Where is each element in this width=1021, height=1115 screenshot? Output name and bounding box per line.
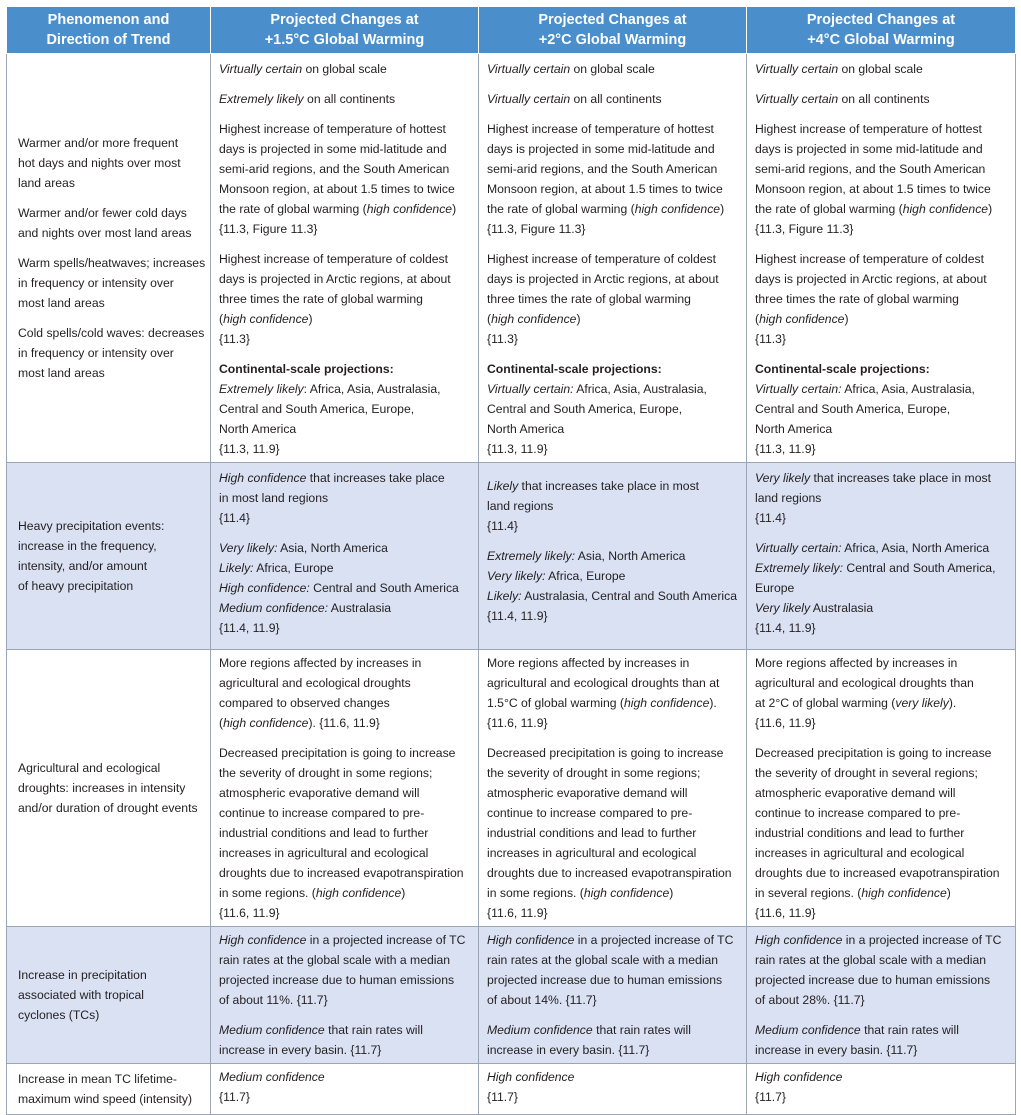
projection-cell-4c: High confidence {11.7} <box>747 1064 1016 1115</box>
projection-cell-2c: More regions affected by increases in agricultural and ecological droughts than at 1.5°C of global warming (high confidence). {11.6, 11.9} Decreased precipitation is going to increase the severity of drought in some regions; atmospheric evaporative demand will continue to increase compared to pre- industrial conditions and lead to further increases in agricultural and ecological droughts due to increased evapotranspiration in some regions. (high confidence) {11.6, 11.9} <box>479 650 747 927</box>
projection-cell-4c: Very likely that increases take place in most land regions {11.4} Virtually certain: Africa, Asia, North America Extremely likely: Central and South America, Europe Very likely Australasia {11.4, 11.9} <box>747 463 1016 650</box>
table-row <box>7 54 1016 463</box>
phenomenon-cell: Heavy precipitation events: increase in the frequency, intensity, and/or amount of heavy precipitation <box>7 463 211 650</box>
phenomenon-cell: Increase in precipitation associated with tropical cyclones (TCs) <box>7 927 211 1064</box>
projection-cell-2c: Virtually certain on global scale Virtually certain on all continents Highest increase of temperature of hottest days is projected in some mid-latitude and semi-arid regions, and the South American Monsoon region, at about 1.5 times to twice the rate of global warming (high confidence) {11.3, Figure 11.3} Highest increase of temperature of coldest days is projected in Arctic regions, at about three times the rate of global warming (high confidence) {11.3} Continental-scale projections: Virtually certain: Africa, Asia, Australasia, Central and South America, Europe, North America {11.3, 11.9} <box>479 54 747 463</box>
projection-cell-4c: High confidence in a projected increase of TC rain rates at the global scale with a median projected increase due to human emissions of about 28%. {11.7} Medium confidence that rain rates will increase in every basin. {11.7} <box>747 927 1016 1064</box>
projection-cell-2c: High confidence {11.7} <box>479 1064 747 1115</box>
header-1-5c: Projected Changes at +1.5°C Global Warming <box>211 7 479 54</box>
projection-cell-1-5c: Medium confidence {11.7} <box>211 1064 479 1115</box>
table-row <box>7 463 1016 650</box>
phenomenon-cell: Warmer and/or more frequent hot days and nights over most land areas Warmer and/or fewer cold days and nights over most land areas Warm spells/heatwaves; increases in frequency or intensity over most land areas Cold spells/cold waves: decreases in frequency or intensity over most land areas <box>7 54 211 463</box>
header-row <box>7 7 1016 54</box>
table-row <box>7 927 1016 1064</box>
header-phenomenon: Phenomenon and Direction of Trend <box>7 7 211 54</box>
projection-cell-4c: More regions affected by increases in agricultural and ecological droughts than at 2°C of global warming (very likely). {11.6, 11.9} Decreased precipitation is going to increase the severity of drought in several regions; atmospheric evaporative demand will continue to increase compared to pre- industrial conditions and lead to further increases in agricultural and ecological droughts due to increased evapotranspiration in several regions. (high confidence) {11.6, 11.9} <box>747 650 1016 927</box>
projection-cell-2c: Likely that increases take place in most land regions {11.4} Extremely likely: Asia, North America Very likely: Africa, Europe Likely: Australasia, Central and South America {11.4, 11.9} <box>479 463 747 650</box>
header-2c: Projected Changes at +2°C Global Warming <box>479 7 747 54</box>
projection-cell-4c: Virtually certain on global scale Virtually certain on all continents Highest increase of temperature of hottest days is projected in some mid-latitude and semi-arid regions, and the South American Monsoon region, at about 1.5 times to twice the rate of global warming (high confidence) {11.3, Figure 11.3} Highest increase of temperature of coldest days is projected in Arctic regions, at about three times the rate of global warming (high confidence) {11.3} Continental-scale projections: Virtually certain: Africa, Asia, Australasia, Central and South America, Europe, North America {11.3, 11.9} <box>747 54 1016 463</box>
projection-cell-1-5c: Virtually certain on global scale Extremely likely on all continents Highest increase of temperature of hottest days is projected in some mid-latitude and semi-arid regions, and the South American Monsoon region, at about 1.5 times to twice the rate of global warming (high confidence) {11.3, Figure 11.3} Highest increase of temperature of coldest days is projected in Arctic regions, at about three times the rate of global warming (high confidence) {11.3} Continental-scale projections: Extremely likely: Africa, Asia, Australasia, Central and South America, Europe, North America {11.3, 11.9} <box>211 54 479 463</box>
table-row <box>7 650 1016 927</box>
projected-changes-table <box>6 6 1016 1115</box>
projection-cell-1-5c: More regions affected by increases in agricultural and ecological droughts compared to observed changes (high confidence). {11.6, 11.9} Decreased precipitation is going to increase the severity of drought in some regions; atmospheric evaporative demand will continue to increase compared to pre- industrial conditions and lead to further increases in agricultural and ecological droughts due to increased evapotranspiration in some regions. (high confidence) {11.6, 11.9} <box>211 650 479 927</box>
projection-cell-2c: High confidence in a projected increase of TC rain rates at the global scale with a median projected increase due to human emissions of about 14%. {11.7} Medium confidence that rain rates will increase in every basin. {11.7} <box>479 927 747 1064</box>
phenomenon-cell: Agricultural and ecological droughts: increases in intensity and/or duration of drought events <box>7 650 211 927</box>
table-row <box>7 1064 1016 1115</box>
projection-cell-1-5c: High confidence in a projected increase of TC rain rates at the global scale with a median projected increase due to human emissions of about 11%. {11.7} Medium confidence that rain rates will increase in every basin. {11.7} <box>211 927 479 1064</box>
projection-cell-1-5c: High confidence that increases take place in most land regions {11.4} Very likely: Asia, North America Likely: Africa, Europe High confidence: Central and South America Medium confidence: Australasia {11.4, 11.9} <box>211 463 479 650</box>
phenomenon-cell: Increase in mean TC lifetime- maximum wind speed (intensity) <box>7 1064 211 1115</box>
header-4c: Projected Changes at +4°C Global Warming <box>747 7 1016 54</box>
